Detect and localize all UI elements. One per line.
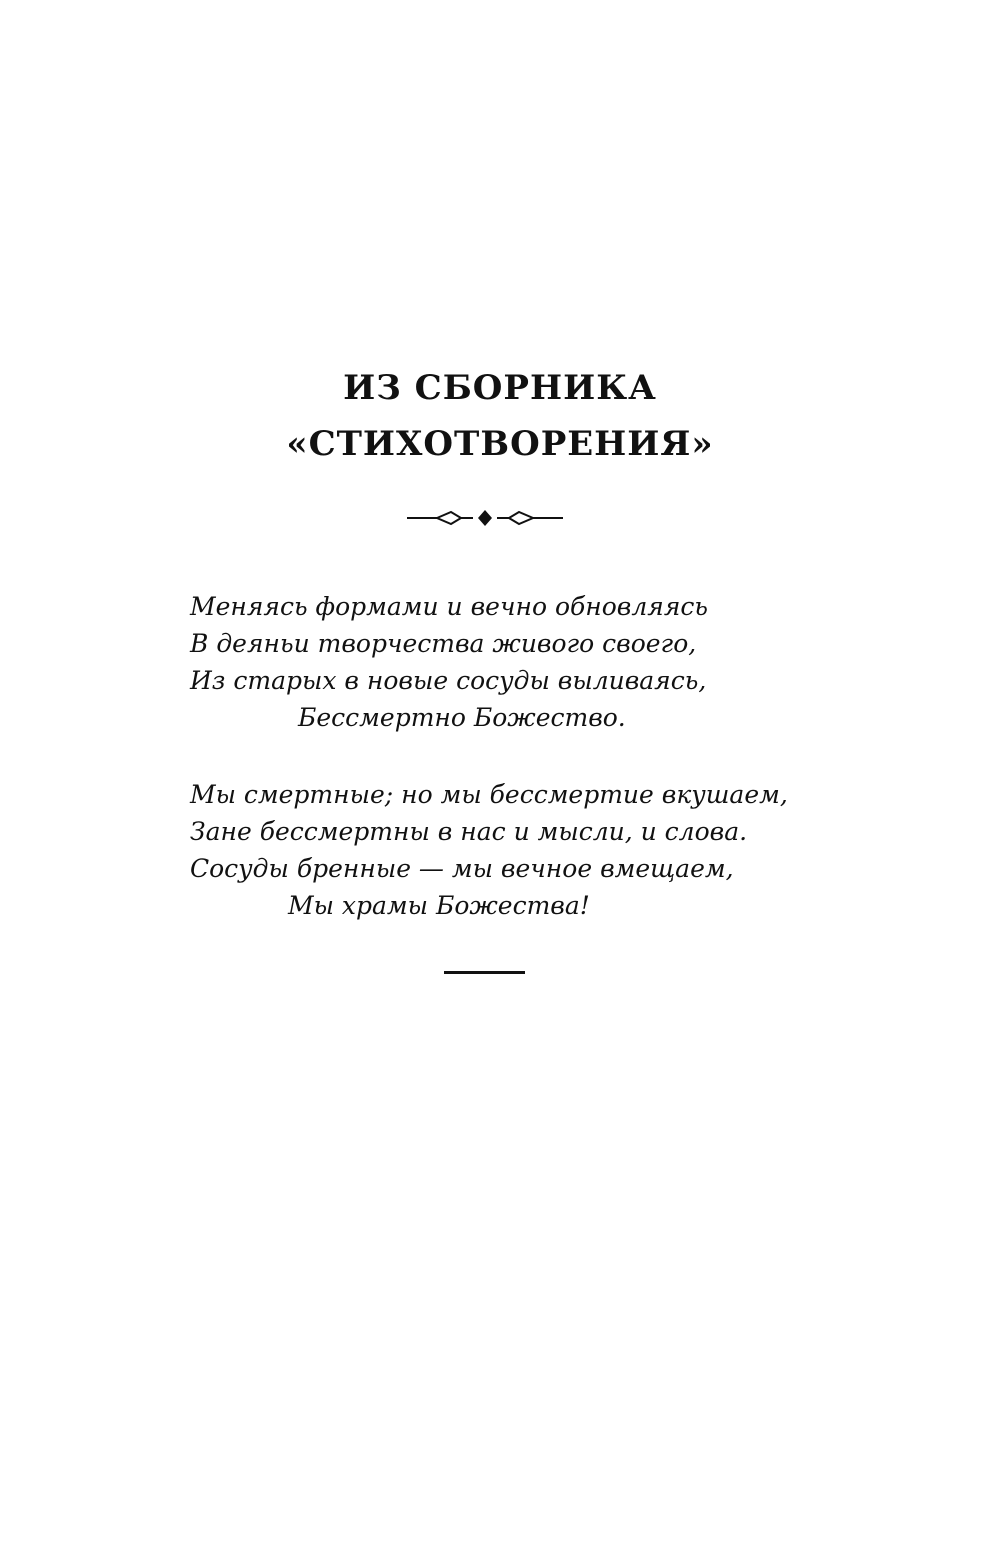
horizontal-rule-icon: [444, 971, 525, 974]
poem-line-indented: Мы храмы Божества!: [288, 891, 590, 920]
section-title-line-2: «СТИХОТВОРЕНИЯ»: [286, 424, 714, 464]
poem-line: Из старых в новые сосуды выливаясь,: [190, 666, 707, 695]
poem-line: Мы смертные; но мы бессмертие вкушаем,: [190, 780, 788, 809]
poem-stanza-2: [190, 776, 890, 924]
diamond-flourish-ornament-icon: [405, 507, 565, 529]
poem-stanza-1: [190, 588, 890, 736]
poem-line: Меняясь формами и вечно обновляясь: [190, 592, 708, 621]
poem-line: Зане бессмертны в нас и мысли, и слова.: [190, 817, 748, 846]
poem-line: В деяньи творчества живого своего,: [190, 629, 697, 658]
poem-line-indented: Бессмертно Божество.: [298, 703, 626, 732]
section-title-line-1: ИЗ СБОРНИКА: [343, 368, 657, 408]
poem-line: Сосуды бренные — мы вечное вмещаем,: [190, 854, 734, 883]
